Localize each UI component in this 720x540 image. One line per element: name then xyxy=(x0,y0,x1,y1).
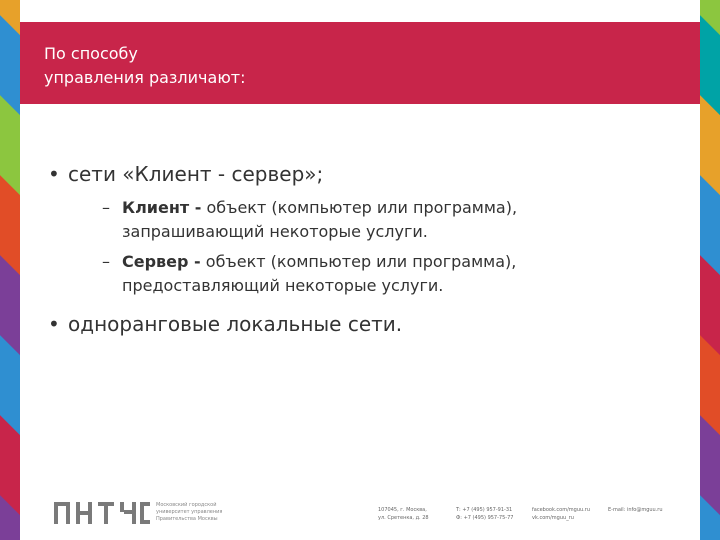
definition-line-1: объект (компьютер или программа), xyxy=(200,252,517,271)
email-link[interactable]: E-mail: info@mguu.ru xyxy=(608,507,663,513)
bullet-marker: • xyxy=(48,312,60,336)
phone-line: Т: +7 (495) 957-91-31 xyxy=(456,507,513,513)
definition-line-2: запрашивающий некоторые услуги. xyxy=(122,222,428,241)
term-client: Клиент - xyxy=(122,198,202,217)
vk-link[interactable]: vk.com/mguu_ru xyxy=(532,515,574,521)
slide-title-line-2: управления различают: xyxy=(44,68,246,87)
bullet-text: сети «Клиент - сервер»; xyxy=(68,162,324,186)
left-decorative-stripes xyxy=(0,0,20,540)
footer-social xyxy=(532,506,590,522)
dash-marker: – xyxy=(102,198,110,217)
address-line-2: ул. Сретенка, д. 28 xyxy=(378,515,429,521)
footer-address xyxy=(378,506,429,522)
university-name-line-2: университет управления xyxy=(156,509,223,515)
slide-content xyxy=(40,160,660,338)
slide-footer xyxy=(20,490,700,540)
right-decorative-stripes xyxy=(700,0,720,540)
dash-marker: – xyxy=(102,252,110,271)
fax-line: Ф: +7 (495) 957-75-77 xyxy=(456,515,514,521)
bullet-client-server xyxy=(40,160,660,188)
slide-title-line-1: По способу xyxy=(44,44,138,63)
slide-title xyxy=(44,42,246,90)
bullet-peer-to-peer xyxy=(40,310,660,338)
sub-bullet-client xyxy=(102,196,660,244)
slide-header-bar xyxy=(20,22,700,104)
sub-bullet-server xyxy=(102,250,660,298)
address-line-1: 107045, г. Москва, xyxy=(378,507,427,513)
university-name-line-3: Правительства Москвы xyxy=(156,516,218,522)
facebook-link[interactable]: facebook.com/mguu.ru xyxy=(532,507,590,513)
university-name-line-1: Московский городской xyxy=(156,502,217,508)
bullet-text: одноранговые локальные сети. xyxy=(68,312,403,336)
definition-line-2: предоставляющий некоторые услуги. xyxy=(122,276,444,295)
definition-line-1: объект (компьютер или программа), xyxy=(201,198,518,217)
university-name xyxy=(156,502,246,523)
footer-email xyxy=(608,506,663,514)
footer-phones xyxy=(456,506,513,522)
term-server: Сервер - xyxy=(122,252,201,271)
bullet-marker: • xyxy=(48,162,60,186)
university-logo-icon xyxy=(54,502,150,524)
